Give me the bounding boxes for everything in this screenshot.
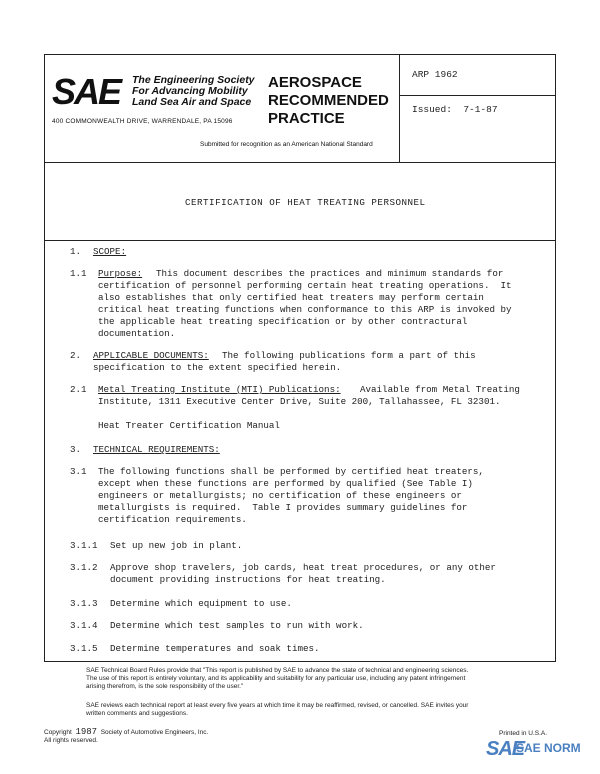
copyright bbox=[44, 728, 208, 745]
paragraph-line: specification to the extent specified herein. bbox=[93, 362, 342, 373]
paragraph-line: The following publications form a part of this bbox=[222, 350, 476, 361]
item-text: Set up new job in plant. bbox=[110, 540, 243, 551]
paragraph-line: certification requirements. bbox=[98, 514, 247, 525]
section-2-1-heading: Metal Treating Institute (MTI) Publications: bbox=[98, 384, 341, 395]
section-2-number: 2. bbox=[70, 350, 82, 361]
item-number: 3.1.2 bbox=[70, 562, 98, 573]
section-3-1-number: 3.1 bbox=[70, 466, 87, 477]
title-divider bbox=[44, 240, 556, 241]
paragraph-line: except when these functions are performed by qualified (See Table I) bbox=[98, 478, 473, 489]
section-2-heading: APPLICABLE DOCUMENTS: bbox=[93, 350, 209, 361]
paragraph-line: critical heat treating functions when conformance to this ARP is invoked by bbox=[98, 304, 512, 315]
item-text: Determine which test samples to run with work. bbox=[110, 620, 364, 631]
header-divider bbox=[44, 162, 556, 163]
rights-reserved: All rights reserved. bbox=[44, 737, 98, 744]
footer-line: The use of this report is entirely voluntary, and its applicability and suitability for any particular use, including any patent infringement bbox=[86, 675, 466, 682]
item-number: 3.1.4 bbox=[70, 620, 98, 631]
section-1-heading: SCOPE: bbox=[93, 246, 127, 257]
item-text: Approve shop travelers, job cards, heat treat procedures, or any other bbox=[110, 562, 496, 573]
paragraph-line: Institute, 1311 Executive Center Drive, Suite 200, Tallahassee, FL 32301. bbox=[98, 396, 501, 407]
tagline-line: Land Sea Air and Space bbox=[132, 96, 252, 108]
section-2-1-number: 2.1 bbox=[70, 384, 87, 395]
copyright-org: Society of Automotive Engineers, Inc. bbox=[100, 729, 209, 736]
paragraph-line: documentation. bbox=[98, 328, 176, 339]
paragraph-line: This document describes the practices and minimum standards for bbox=[156, 268, 504, 279]
doc-type-line: RECOMMENDED bbox=[268, 92, 389, 109]
sae-norm-stamp bbox=[486, 738, 581, 761]
section-1-1-heading: Purpose: bbox=[98, 268, 143, 279]
copyright-label: Copyright bbox=[44, 729, 72, 736]
submitted-note: Submitted for recognition as an American National Standard bbox=[200, 141, 373, 148]
paragraph-line: also establishes that only certified heat treaters may perform certain bbox=[98, 292, 484, 303]
review-note bbox=[86, 702, 468, 718]
paragraph-line: certification of personnel performing certain heat treating operations. It bbox=[98, 280, 512, 291]
issued-value: 7-1-87 bbox=[463, 104, 498, 115]
footer-line: arising therefrom, is the sole responsibility of the user." bbox=[86, 683, 244, 690]
item-text: Determine temperatures and soak times. bbox=[110, 643, 320, 654]
document-type bbox=[268, 74, 389, 128]
sae-logo: SAE bbox=[52, 71, 121, 112]
doc-type-line: PRACTICE bbox=[268, 110, 345, 127]
society-tagline bbox=[132, 75, 255, 108]
section-3-heading: TECHNICAL REQUIREMENTS: bbox=[93, 444, 220, 455]
stamp-logo: SAE bbox=[486, 738, 525, 760]
item-number: 3.1.3 bbox=[70, 598, 98, 609]
doc-type-line: AEROSPACE bbox=[268, 74, 362, 91]
paragraph-line: The following functions shall be performed by certified heat treaters, bbox=[98, 466, 484, 477]
paragraph-line: metallurgists is required. Table I provides summary guidelines for bbox=[98, 502, 468, 513]
issued-label: Issued: bbox=[412, 104, 452, 115]
address: 400 COMMONWEALTH DRIVE, WARRENDALE, PA 15096 bbox=[52, 118, 233, 125]
arp-divider bbox=[399, 95, 556, 96]
paragraph-line: the applicable heat treating specification or by other contractural bbox=[98, 316, 468, 327]
header-vertical-divider bbox=[399, 54, 400, 162]
tagline-line: For Advancing Mobility bbox=[132, 85, 248, 97]
item-text: Determine which equipment to use. bbox=[110, 598, 292, 609]
item-number: 3.1.5 bbox=[70, 643, 98, 654]
document-title: CERTIFICATION OF HEAT TREATING PERSONNEL bbox=[185, 197, 426, 208]
item-text: document providing instructions for heat treating. bbox=[110, 574, 386, 585]
paragraph-line: Available from Metal Treating bbox=[360, 384, 520, 395]
footer-line: written comments and suggestions. bbox=[86, 710, 188, 717]
item-number: 3.1.1 bbox=[70, 540, 98, 551]
paragraph-line: engineers or metallurgists; no certification of these engineers or bbox=[98, 490, 462, 501]
board-rules-note bbox=[86, 667, 468, 691]
footer-line: SAE reviews each technical report at least every five years at which time it may be reaffirmed, revised, or cancelled. SAE invites your bbox=[86, 702, 469, 709]
publication-title: Heat Treater Certification Manual bbox=[98, 420, 280, 431]
footer-line: SAE Technical Board Rules provide that "This report is published by SAE to advance the state of technical and engineering sciences. bbox=[86, 667, 469, 674]
tagline-line: The Engineering Society bbox=[132, 74, 255, 86]
section-1-number: 1. bbox=[70, 246, 82, 257]
copyright-year: 1987 bbox=[75, 727, 98, 737]
stamp-label: SAE NORM bbox=[516, 741, 581, 755]
arp-number: ARP 1962 bbox=[412, 69, 458, 80]
printed-in: Printed in U.S.A. bbox=[499, 730, 548, 737]
issued-date bbox=[412, 104, 498, 115]
section-1-1-number: 1.1 bbox=[70, 268, 87, 279]
section-3-number: 3. bbox=[70, 444, 82, 455]
